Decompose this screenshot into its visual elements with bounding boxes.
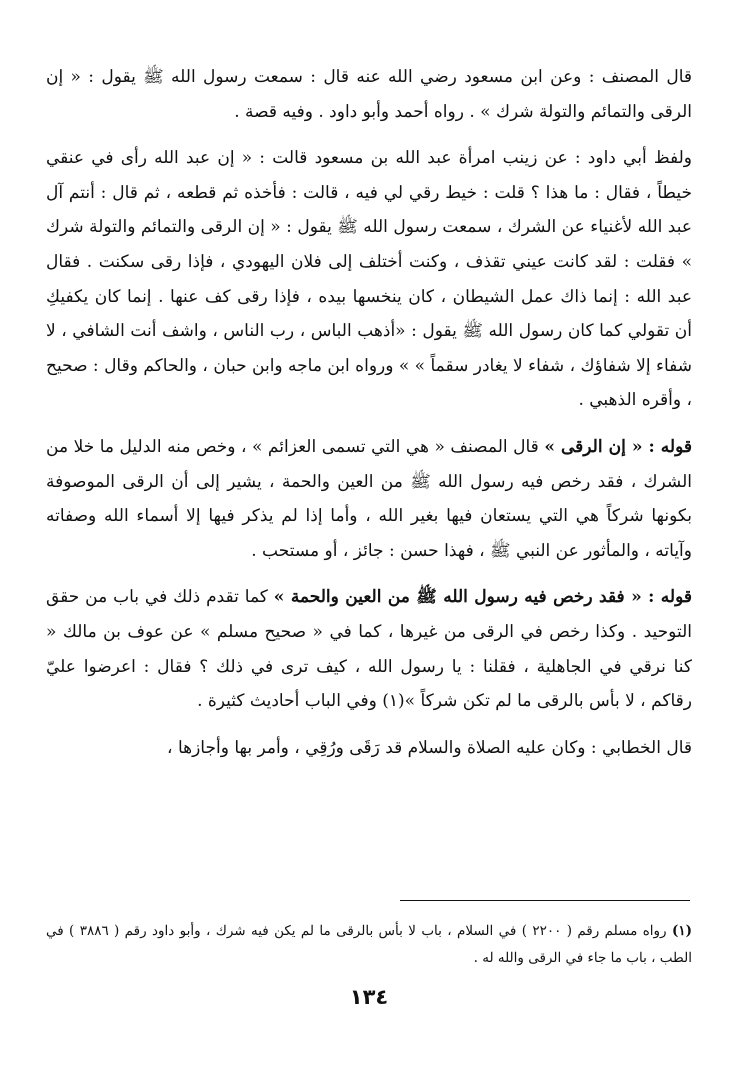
paragraph-text: كما تقدم ذلك في باب من حقق التوحيد . وكذا رخص في الرقى من غيرها ، كما في « صحيح مسلم » عن عوف بن مالك « كنا نرقي في الجاهلية ، فقلنا : يا رسول الله ، كيف ترى في ذلك ؟ فقال : اعرضوا عليّ رقاكم ، لا بأس بالرقى ما لم تكن شركاً »(١) وفي الباب أحاديث كثيرة . — [46, 587, 692, 712]
paragraph-abu-dawud — [46, 141, 692, 418]
page-number: ١٣٤ — [349, 985, 389, 1009]
footnote-separator — [400, 900, 690, 901]
paragraph-ruqa-commentary — [46, 430, 692, 568]
footnote-text: رواه مسلم رقم ( ٢٢٠٠ ) في السلام ، باب لا بأس بالرقى ما لم يكن فيه شرك ، وأبو داود رقم ( ٣٨٨٦ ) في الطب ، باب ما جاء في الرقى والله له . — [46, 923, 692, 966]
footnotes — [46, 918, 692, 972]
footnote — [46, 918, 692, 972]
paragraph-text: قال المصنف : وعن ابن مسعود رضي الله عنه قال : سمعت رسول الله ﷺ يقول : « إن الرقى والتمائم والتولة شرك » . رواه أحمد وأبو داود . وفيه قصة . — [46, 67, 692, 122]
paragraph-text: قال المصنف « هي التي تسمى العزائم » ، وخص منه الدليل ما خلا من الشرك ، فقد رخص فيه رسول الله ﷺ من العين والحمة ، يشير إلى أن الرقى الموصوفة بكونها شركاً هي التي يستعان فيها بغير الله ، وأما إذا لم يذكر فيها إلا أسماء الله وصفاته وآياته ، والمأثور عن النبي ﷺ ، فهذا حسن : جائز ، أو مستحب . — [46, 436, 692, 561]
paragraph-lead: قوله : « إن الرقى » — [544, 436, 693, 457]
main-text — [46, 60, 692, 765]
paragraph-khattabi — [46, 731, 692, 766]
footnote-number: (١) — [671, 923, 692, 939]
paragraph-rukhsa-commentary — [46, 580, 692, 718]
paragraph-lead: قوله : « فقد رخص فيه رسول الله ﷺ من العين والحمة » — [273, 587, 692, 608]
paragraph-text: ولفظ أبي داود : عن زينب امرأة عبد الله بن مسعود قالت : « إن عبد الله رأى في عنقي خيطاً ، فقال : ما هذا ؟ قلت : خيط رقي لي فيه ، قالت : فأخذه ثم قطعه ، ثم قال : أنتم آل عبد الله لأغنياء عن الشرك ، سمعت رسول الله ﷺ يقول : « إن الرقى والتمائم والتولة شرك » فقلت : لقد كانت عيني تقذف ، وكنت أختلف إلى فلان اليهودي ، فإذا رقى سكنت . فقال عبد الله : إنما ذاك عمل الشيطان ، كان ينخسها بيده ، فإذا رقى كف عنها . إنما كان يكفيكِ أن تقولي كما كان رسول الله ﷺ يقول : «أذهب الباس ، رب الناس ، واشف أنت الشافي ، لا شفاء إلا شفاؤك ، شفاء لا يغادر سقماً » » ورواه ابن ماجه وابن حبان ، والحاكم وقال : صحيح ، وأقره الذهبي . — [46, 148, 692, 411]
paragraph-text: قال الخطابي : وكان عليه الصلاة والسلام قد رَقَى ورُقِي ، وأمر بها وأجازها ، — [167, 737, 692, 758]
paragraph-ibn-masud — [46, 60, 692, 129]
